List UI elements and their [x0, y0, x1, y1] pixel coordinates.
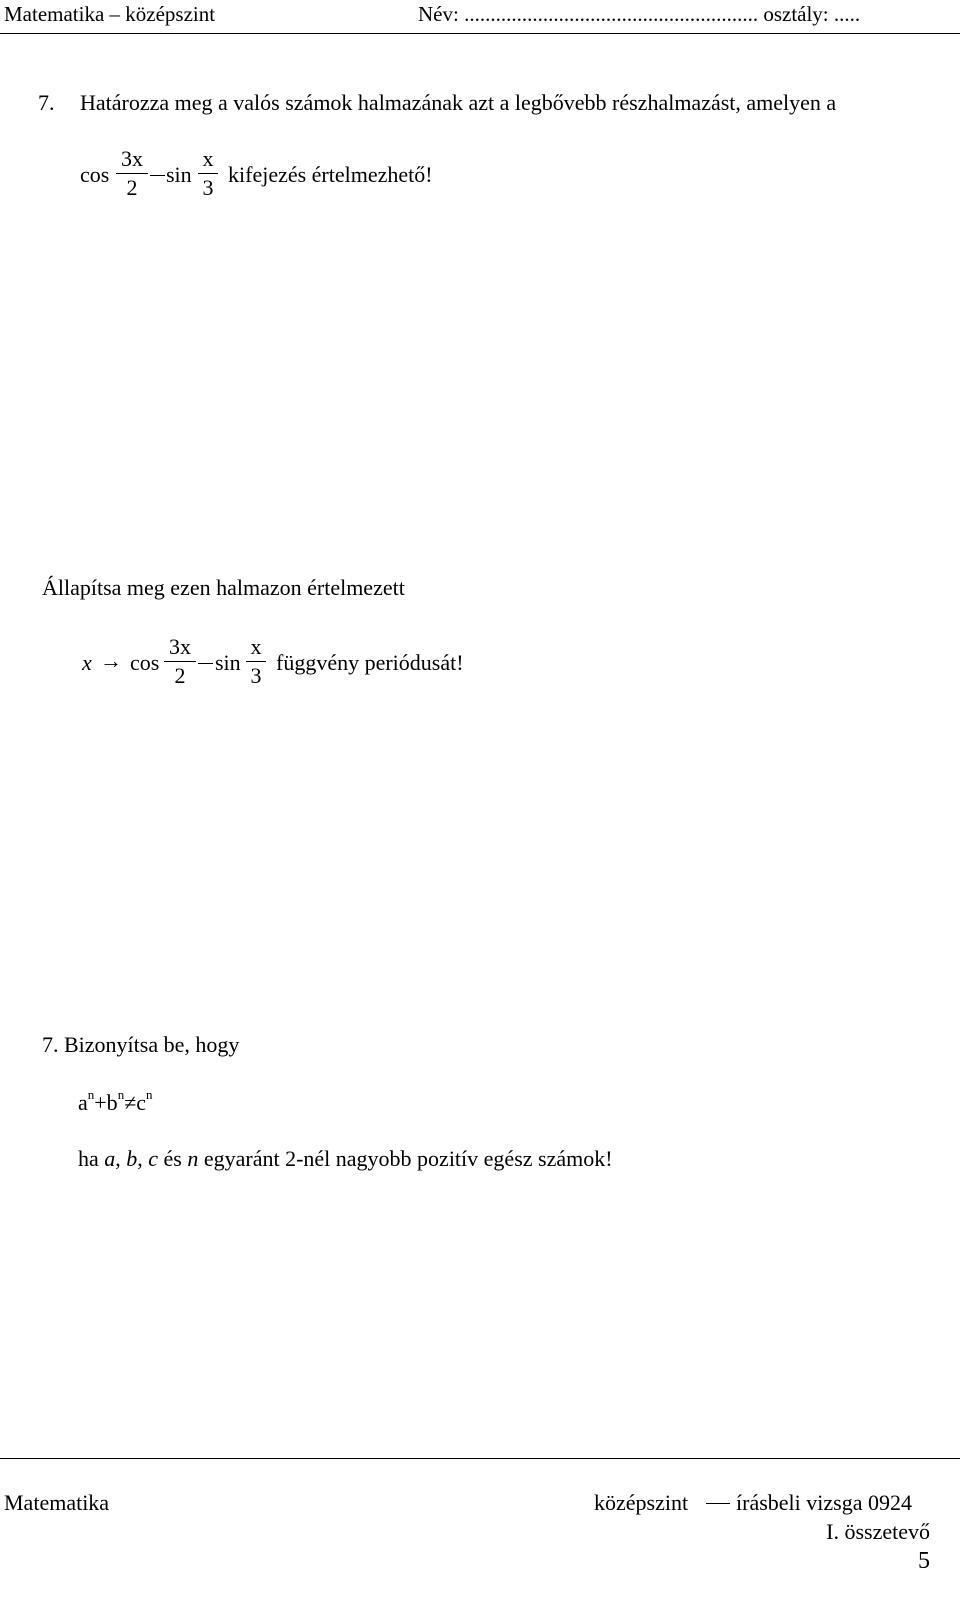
period-prompt: Állapítsa meg ezen halmazon értelmezett — [42, 575, 405, 600]
header-name-class-field: Név: ........................................................ osztály: ..... — [418, 2, 861, 26]
footer-subject: Matematika — [4, 1490, 110, 1515]
task-prompt: Határozza meg a valós számok halmazának azt a legbővebb részhalmazást, amelyen a — [80, 90, 837, 115]
fraction-3x-over-2: 3x 2 — [164, 633, 196, 690]
fraction-3x-over-2: 3x 2 — [116, 145, 148, 202]
expression-suffix: kifejezés értelmezhető! — [228, 162, 433, 187]
variable-x: x — [82, 650, 92, 675]
cos-label: cos — [80, 162, 110, 187]
fraction-x-over-3: x 3 — [198, 145, 218, 202]
page-number: 5 — [918, 1548, 930, 1574]
sin-label: sin — [166, 162, 192, 187]
cos-label: cos — [130, 650, 160, 675]
proof-prompt: 7. Bizonyítsa be, hogy — [42, 1032, 240, 1057]
maps-to-arrow: → — [100, 648, 122, 673]
footer-divider — [0, 1458, 960, 1459]
footer-exam: írásbeli vizsga 0924 — [736, 1490, 912, 1515]
expression-suffix: függvény periódusát! — [276, 650, 464, 675]
header-subject-level: Matematika – középszint — [4, 2, 216, 26]
minus-sign — [150, 175, 165, 176]
footer-level: középszint — [594, 1490, 689, 1515]
proof-condition: ha a, b, c és n egyaránt 2-nél nagyobb pozitív egész számok! — [78, 1146, 613, 1171]
fraction-x-over-3: x 3 — [246, 633, 266, 690]
sin-label: sin — [215, 650, 241, 675]
fermat-formula: $a^n+b^n\ne c^n$ — [78, 1087, 153, 1115]
footer-dash — [706, 1503, 730, 1504]
footer-part: I. összetevő — [826, 1519, 930, 1544]
minus-sign — [198, 663, 213, 664]
task-number: 7. — [38, 90, 55, 115]
header-divider — [0, 33, 960, 34]
